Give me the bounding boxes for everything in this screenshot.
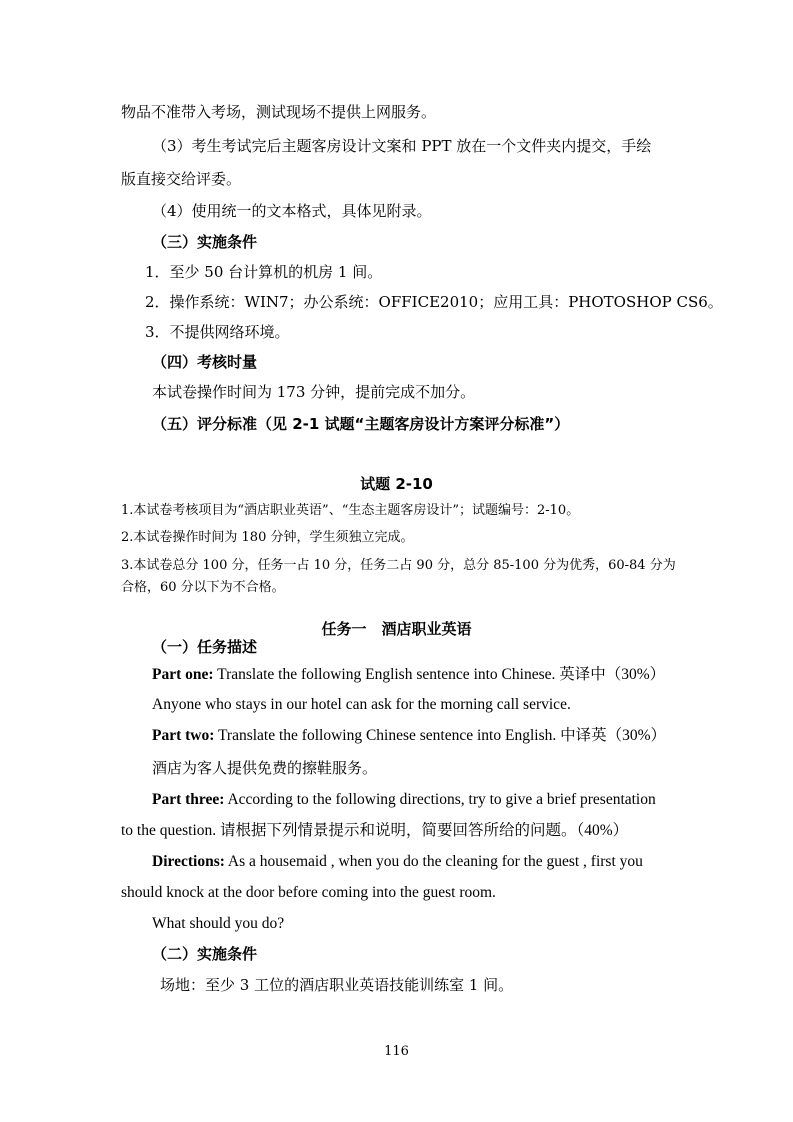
part-two-label: Part two: (152, 727, 215, 744)
directions-rest: As a housemaid , when you do the cleaning for the guest , first you (224, 853, 643, 870)
note-line: 3.本试卷总分 100 分，任务一占 10 分，任务二占 90 分，总分 85-100 分为优秀，60-84 分为 (121, 558, 676, 573)
exam-title: 试题 2-10 (360, 475, 433, 493)
directions-continuation: should knock at the door before coming into the guest room. (121, 884, 496, 901)
body-text-line: （4）使用统一的文本格式，具体见附录。 (152, 202, 432, 220)
section-heading: （一）任务描述 (152, 638, 258, 656)
part-one-rest: Translate the following English sentence into Chinese. 英译中（30%） (213, 666, 666, 683)
part-two-rest: Translate the following Chinese sentence into English. 中译英（30%） (214, 727, 667, 744)
list-item: 2．操作系统：WIN7；办公系统：OFFICE2010；应用工具：PHOTOSHOP CS6。 (145, 293, 723, 311)
part-one-instruction (152, 665, 665, 685)
body-text-line: 场地：至少 3 工位的酒店职业英语技能训练室 1 间。 (160, 976, 514, 994)
section-heading: （四）考核时量 (152, 353, 258, 371)
page-number: 116 (384, 1044, 409, 1059)
directions-label: Directions: (152, 853, 225, 870)
directions-line (152, 852, 643, 872)
part-three-rest: According to the following directions, try to give a brief presentation (224, 791, 656, 808)
body-text-line: 物品不准带入考场，测试现场不提供上网服务。 (121, 103, 437, 121)
list-item: 1．至少 50 台计算机的机房 1 间。 (145, 263, 383, 281)
part-three-label: Part three: (152, 791, 225, 808)
task-heading: 任务一 酒店职业英语 (321, 620, 472, 638)
question-line: What should you do? (152, 915, 285, 932)
part-two-sentence: 酒店为客人提供免费的擦鞋服务。 (152, 759, 378, 777)
list-item: 3．不提供网络环境。 (145, 323, 290, 341)
body-text-line: （3）考生考试完后主题客房设计文案和 PPT 放在一个文件夹内提交，手绘 (152, 137, 652, 155)
part-two-instruction (152, 726, 666, 746)
body-text-line: 版直接交给评委。 (121, 170, 242, 188)
part-one-sentence: Anyone who stays in our hotel can ask for the morning call service. (152, 696, 571, 713)
body-text-line: 本试卷操作时间为 173 分钟，提前完成不加分。 (152, 383, 476, 401)
part-one-label: Part one: (152, 666, 214, 683)
part-three-instruction (152, 790, 656, 810)
section-heading: （二）实施条件 (152, 945, 258, 963)
note-line: 2.本试卷操作时间为 180 分钟，学生须独立完成。 (121, 530, 414, 545)
part-three-continuation: to the question. 请根据下列情景提示和说明，简要回答所给的问题。（40%） (121, 822, 629, 839)
note-line: 1.本试卷考核项目为“酒店职业英语”、“生态主题客房设计”；试题编号：2-10。 (121, 503, 580, 518)
note-line: 合格，60 分以下为不合格。 (121, 580, 285, 595)
section-heading: （三）实施条件 (152, 233, 258, 251)
section-heading: （五）评分标准（见 2-1 试题“主题客房设计方案评分标准”） (152, 415, 570, 433)
